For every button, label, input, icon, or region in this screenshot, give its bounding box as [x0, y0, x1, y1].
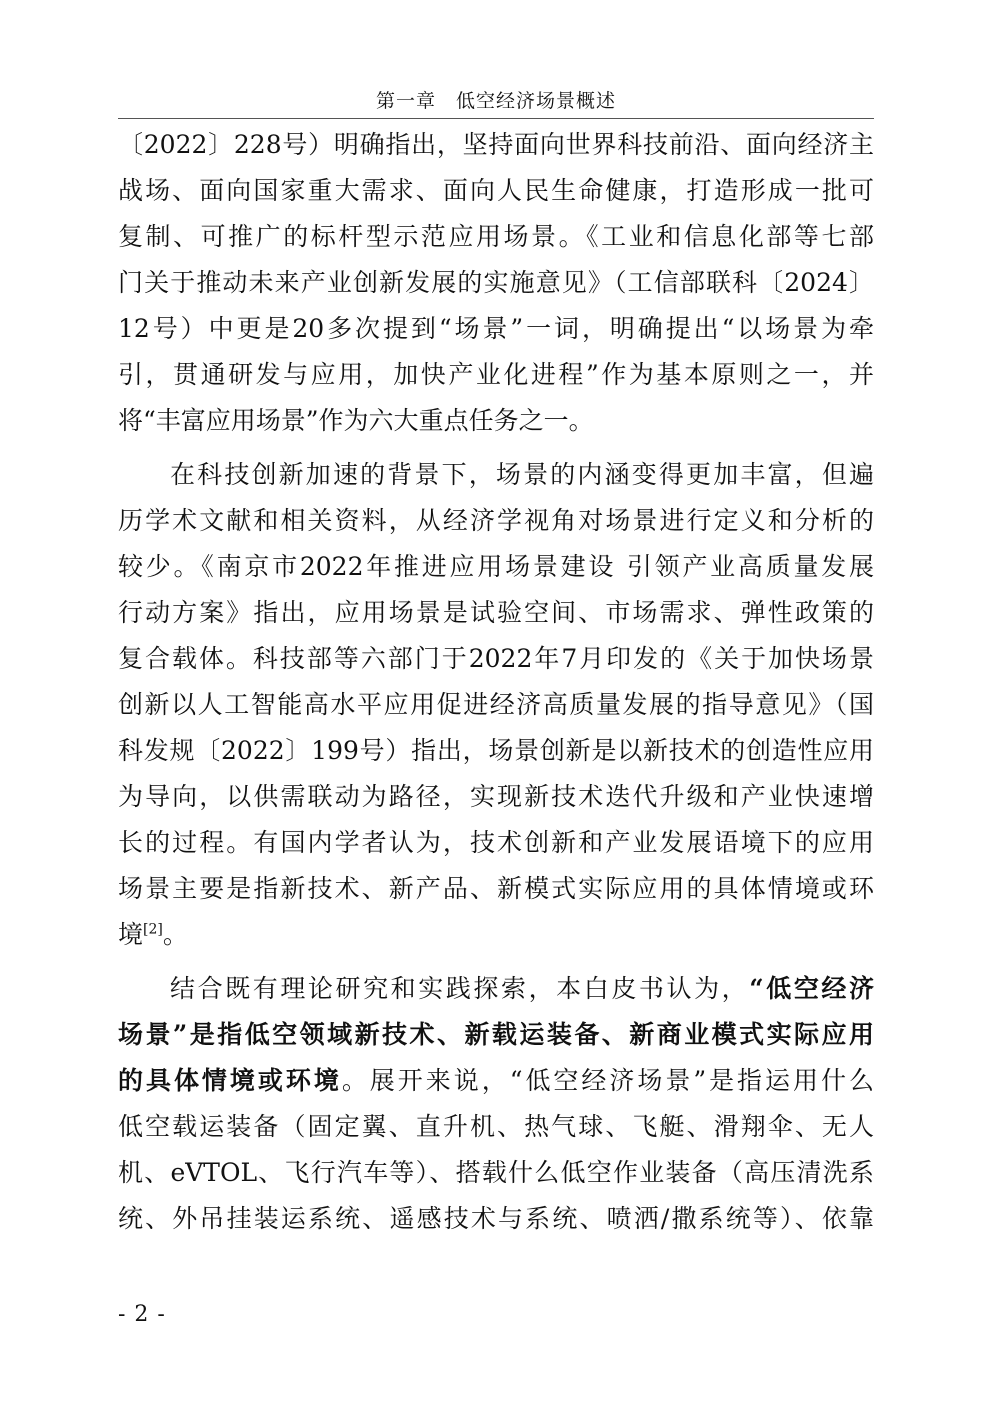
text-line: 战场、面向国家重大需求、面向人民生命健康，打造形成一批可	[118, 176, 874, 205]
text-line: 复制、可推广的标杆型示范应用场景。《工业和信息化部等七部	[118, 222, 874, 251]
paragraph-3	[118, 966, 874, 1242]
text-line: 为导向，以供需联动为路径，实现新技术迭代升级和产业快速增	[118, 782, 874, 811]
text-line: 12号）中更是20多次提到“场景”一词，明确提出“以场景为牵	[118, 314, 874, 343]
text-line: 行动方案》指出，应用场景是试验空间、市场需求、弹性政策的	[118, 598, 874, 627]
text-line: 统、外吊挂装运系统、遥感技术与系统、喷洒/撒系统等）、依靠	[118, 1204, 874, 1233]
text-line	[118, 1058, 874, 1104]
text-line: 低空载运装备（固定翼、直升机、热气球、飞艇、滑翔伞、无人	[118, 1112, 874, 1141]
text-line: 引，贯通研发与应用，加快产业化进程”作为基本原则之一，并	[118, 360, 874, 389]
text-line: 〔2022〕228号）明确指出，坚持面向世界科技前沿、面向经济主	[118, 130, 874, 159]
bold-definition: “低空经济	[749, 974, 874, 1003]
text-line: 机、eVTOL、飞行汽车等）、搭载什么低空作业装备（高压清洗系	[118, 1158, 874, 1187]
text-fragment: 。展开来说，“低空经济场景”是指运用什么	[341, 1066, 874, 1095]
bold-definition: 的具体情境或环境	[118, 1066, 342, 1095]
text-line	[118, 1012, 874, 1058]
paragraph-2	[118, 452, 874, 958]
text-line: 场景主要是指新技术、新产品、新模式实际应用的具体情境或环	[118, 874, 874, 903]
header-divider	[118, 118, 874, 119]
text-line: 长的过程。有国内学者认为，技术创新和产业发展语境下的应用	[118, 828, 874, 857]
page-header	[0, 88, 992, 114]
text-fragment: 。	[162, 920, 188, 949]
text-line: 较少。《南京市2022年推进应用场景建设 引领产业高质量发展	[118, 552, 874, 581]
text-line: 复合载体。科技部等六部门于2022年7月印发的《关于加快场景	[118, 644, 874, 673]
body-text	[118, 122, 874, 1242]
text-line	[118, 912, 874, 958]
text-line	[118, 966, 874, 1012]
text-line: 创新以人工智能高水平应用促进经济高质量发展的指导意见》（国	[118, 690, 874, 719]
bold-definition: 场景”是指低空领域新技术、新载运装备、新商业模式实际应用	[118, 1020, 874, 1049]
text-fragment: 结合既有理论研究和实践探索，本白皮书认为，	[170, 974, 750, 1003]
text-line: 将“丰富应用场景”作为六大重点任务之一。	[118, 406, 594, 435]
citation-reference[interactable]: [2]	[143, 921, 163, 938]
text-fragment: 境	[118, 920, 144, 949]
chapter-title: 第一章 低空经济场景概述	[375, 90, 616, 112]
text-line: 门关于推动未来产业创新发展的实施意见》（工信部联科〔2024〕	[118, 268, 874, 297]
page-number: - 2 -	[118, 1302, 166, 1327]
text-line: 历学术文献和相关资料，从经济学视角对场景进行定义和分析的	[118, 506, 874, 535]
text-line: 科发规〔2022〕199号）指出，场景创新是以新技术的创造性应用	[118, 736, 874, 765]
text-line: 在科技创新加速的背景下，场景的内涵变得更加丰富，但遍	[170, 460, 874, 489]
paragraph-1	[118, 122, 874, 444]
